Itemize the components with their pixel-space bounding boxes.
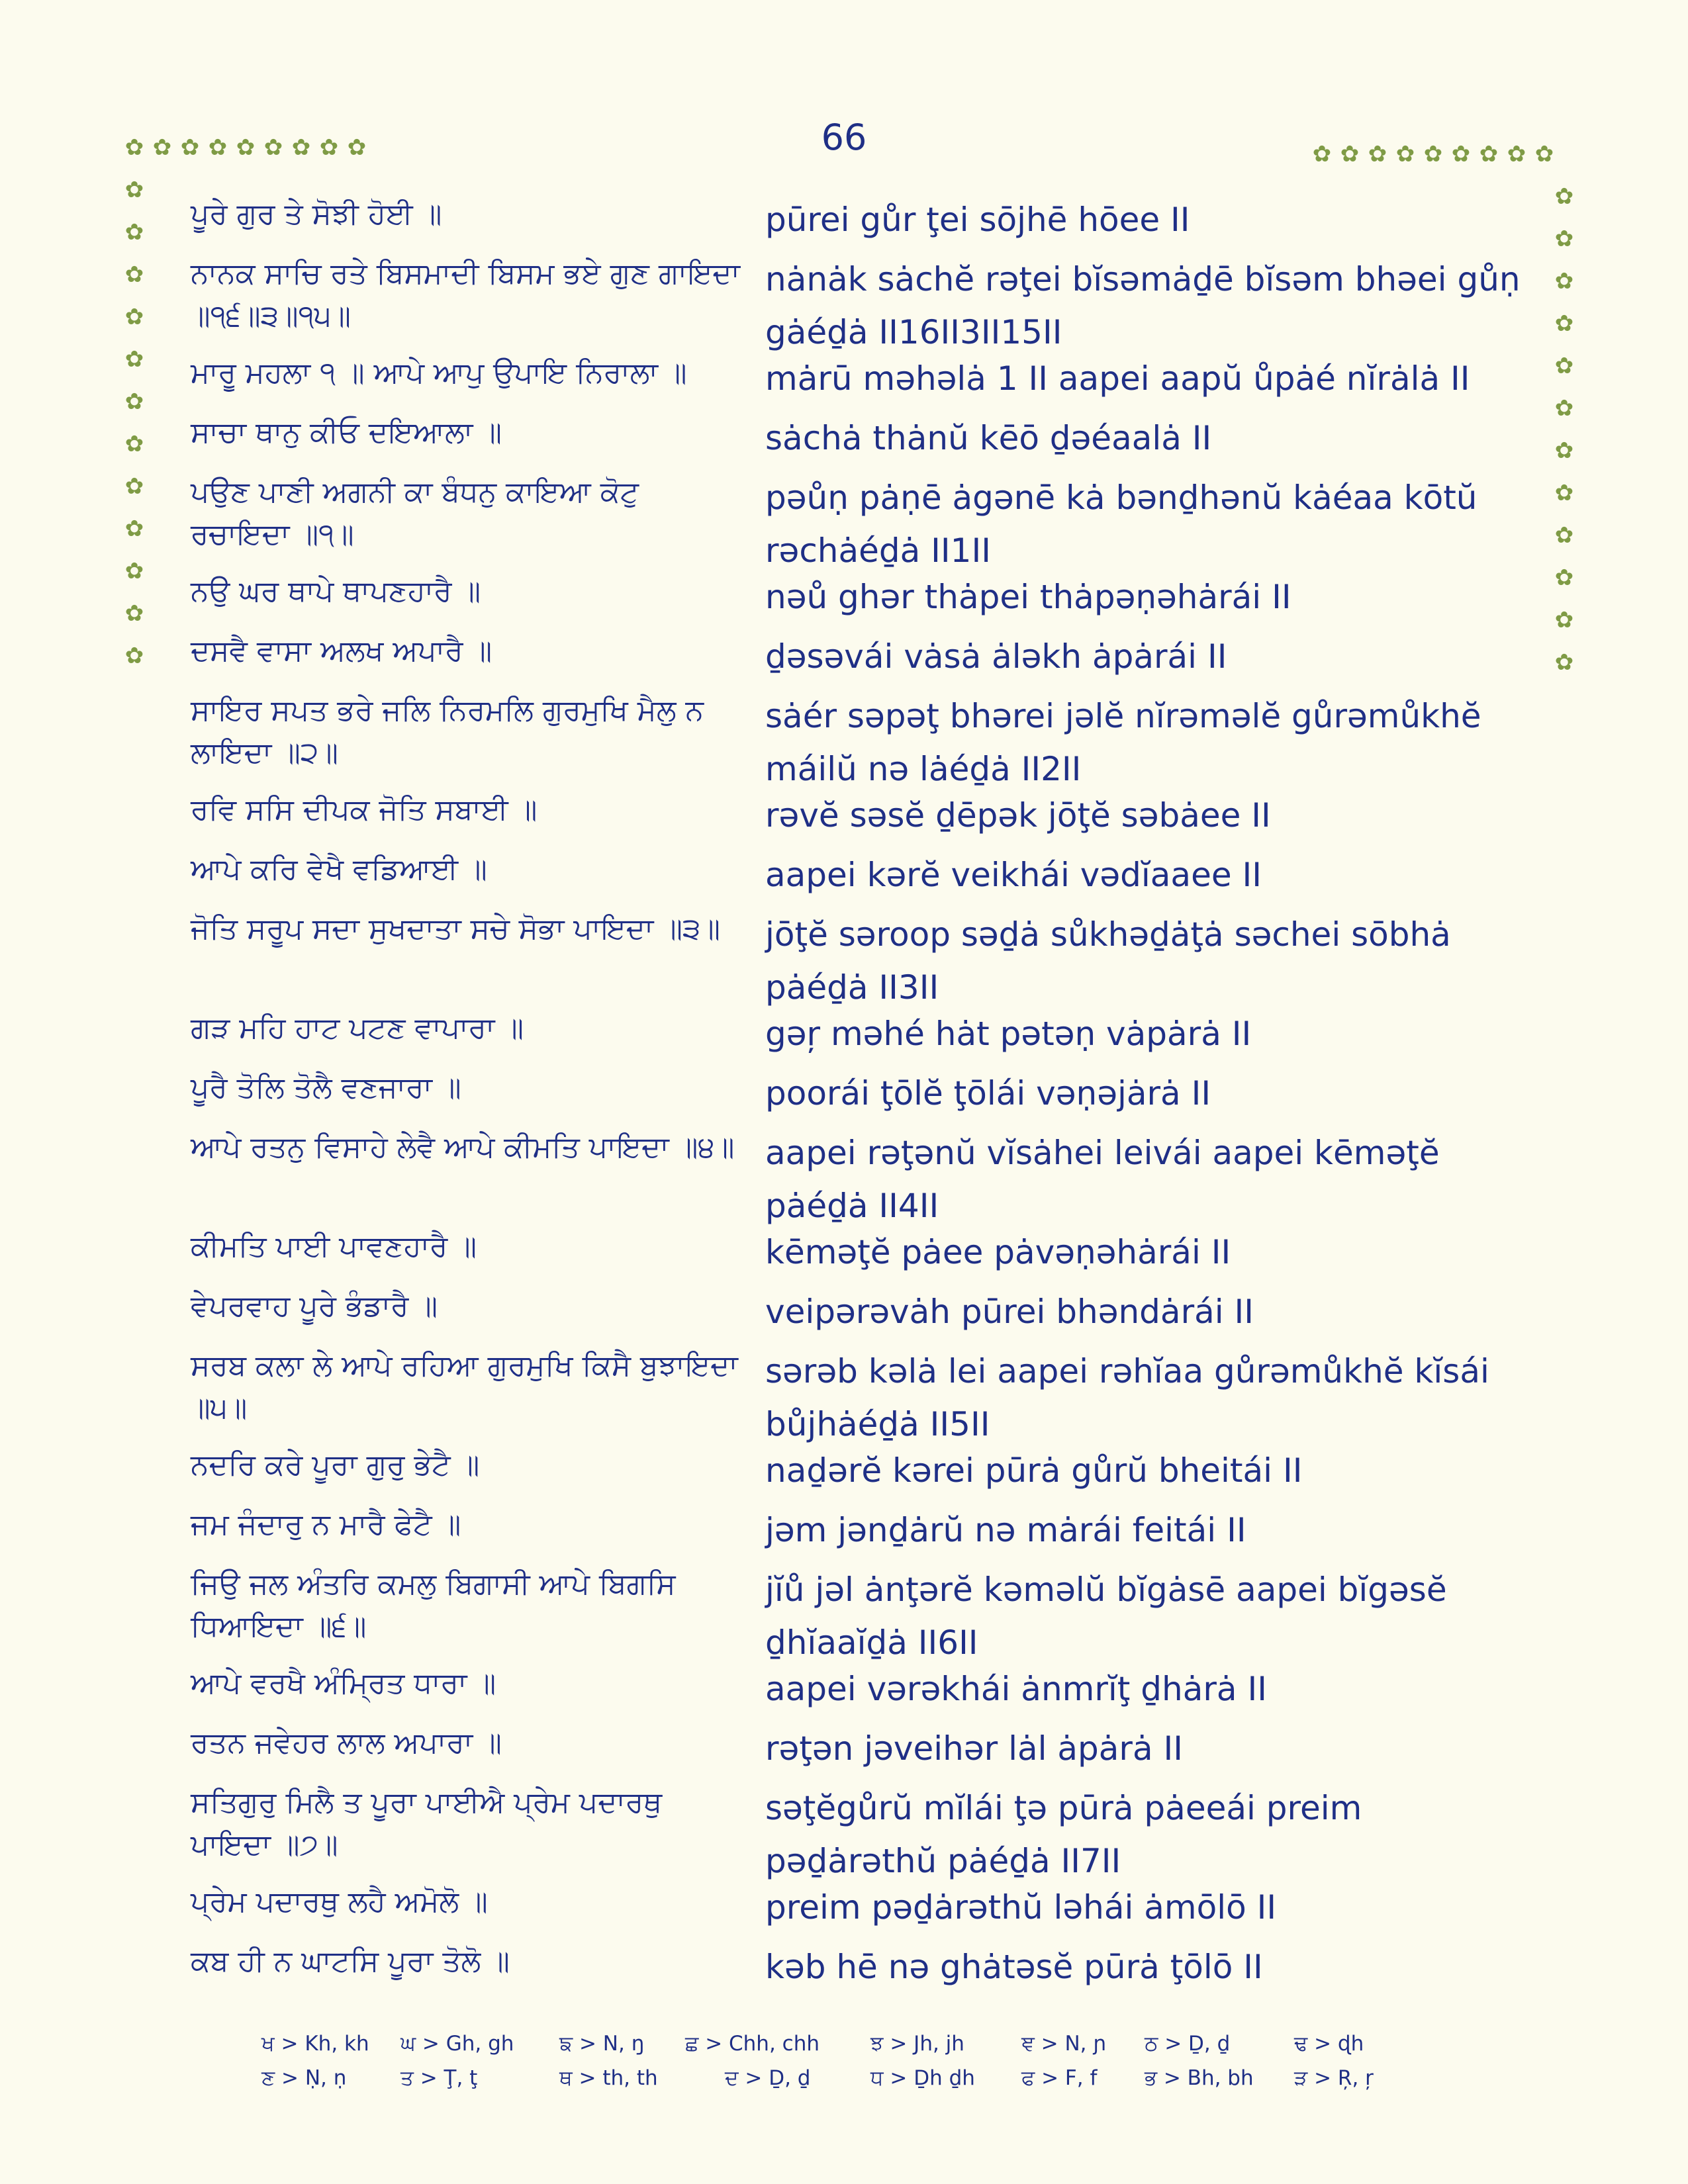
transliteration-line: pəůṇ pȧṇē ȧgənē kȧ bənḏhənŭ kȧéaa kōtŭ rəchȧéḏȧ II1II [765,478,1488,570]
transliteration-line: mȧrū məhəlȧ 1 II aapei aapŭ ůpȧé nĭrȧlȧ II [765,359,1470,398]
legend-item: ਙ > N, ŋ [559,2032,645,2056]
gurmukhi-line: ਆਪੇ ਰਤਨੁ ਵਿਸਾਹੇ ਲੇਵੈ ਆਪੇ ਕੀਮਤਿ ਪਾਇਦਾ ॥੪॥ [191,1130,735,1164]
legend-item: ਧ > Ḏh ḏh [870,2066,975,2090]
transliteration-line: naḏərĕ kərei pūrȧ gůrŭ bheitái II [765,1451,1303,1490]
flower-ornament-icon: ✿ [263,134,283,161]
legend-item: ੜ > Ŗ, ŗ [1294,2066,1374,2090]
gurmukhi-line: ਪੂਰੇ ਗੁਰ ਤੇ ਸੋਝੀ ਹੋਈ ॥ [191,197,442,231]
gurmukhi-line: ਰਵਿ ਸਸਿ ਦੀਪਕ ਜੋਤਿ ਸਬਾਈ ॥ [191,793,538,827]
flower-ornament-icon: ✿ [124,558,144,584]
transliteration-line: nəů ghər thȧpei thȧpəṇəhȧrái II [765,578,1291,616]
gurmukhi-line: ਪ੍ਰੇਮ ਪਦਾਰਥੁ ਲਹੈ ਅਮੋਲੋ ॥ [191,1885,488,1919]
gurmukhi-line: ਜਿਉ ਜਲ ਅੰਤਰਿ ਕਮਲੁ ਬਿਗਾਸੀ ਆਪੇ ਬਿਗਸਿ ਧਿਆਇਦਾ ॥੬॥ [191,1567,676,1643]
legend-row [261,2066,1519,2101]
legend-item: ਛ > Chh, chh [685,2032,820,2056]
flower-ornament-icon: ✿ [1423,141,1443,167]
transliteration-legend [261,2032,1519,2101]
gurmukhi-line: ਵੇਪਰਵਾਹ ਪੂਰੇ ਭੰਡਾਰੈ ॥ [191,1289,438,1323]
legend-item: ਥ > th, th [559,2066,658,2090]
flower-ornament-icon: ✿ [319,134,339,161]
flower-ornament-icon: ✿ [1479,141,1499,167]
flower-ornament-icon: ✿ [291,134,311,161]
flower-ornament-icon: ✿ [1554,522,1574,549]
legend-item: ਤ > Ţ, ţ [400,2066,478,2090]
transliteration-line: gəŗ məhé hȧt pətəṇ vȧpȧrȧ II [765,1015,1252,1053]
flower-ornament-icon: ✿ [124,516,144,542]
gurmukhi-line: ਸਰਬ ਕਲਾ ਲੇ ਆਪੇ ਰਹਿਆ ਗੁਰਮੁਖਿ ਕਿਸੈ ਬੁਝਾਇਦਾ ॥੫॥ [191,1349,738,1425]
flower-ornament-icon: ✿ [124,134,144,161]
gurmukhi-line: ਆਪੇ ਕਰਿ ਵੇਖੈ ਵਡਿਆਈ ॥ [191,852,487,886]
gurmukhi-line: ਨਾਨਕ ਸਾਚਿ ਰਤੇ ਬਿਸਮਾਦੀ ਬਿਸਮ ਭਏ ਗੁਣ ਗਾਇਦਾ ॥੧੬॥੩॥੧੫॥ [191,257,741,333]
legend-item: ਠ > Ḏ, ḏ [1145,2032,1231,2056]
flower-ornament-icon: ✿ [124,177,144,203]
flower-ornament-icon: ✿ [1554,437,1574,464]
transliteration-line: səţĕgůrŭ mĭlái ţə pūrȧ pȧeeái preim pəḏȧrəthŭ pȧéḏȧ II7II [765,1789,1373,1880]
flower-ornament-icon: ✿ [1554,310,1574,337]
transliteration-line: jōţĕ səroop səḏȧ sůkhəḏȧţȧ səchei sōbhȧ pȧéḏȧ II3II [765,915,1462,1007]
flower-ornament-icon: ✿ [1451,141,1471,167]
transliteration-line: aapei vərəkhái ȧnmrĭţ ḏhȧrȧ II [765,1670,1267,1708]
flower-ornament-icon: ✿ [1312,141,1332,167]
flower-ornament-icon: ✿ [347,134,367,161]
gurmukhi-line: ਪਉਣ ਪਾਣੀ ਅਗਨੀ ਕਾ ਬੰਧਨੁ ਕਾਇਆ ਕੋਟੁ ਰਚਾਇਦਾ ॥੧॥ [191,475,639,551]
gurmukhi-line: ਨਦਰਿ ਕਰੇ ਪੂਰਾ ਗੁਰੁ ਭੇਟੈ ॥ [191,1448,480,1482]
transliteration-line: nȧnȧk sȧchĕ rəţei bĭsəmȧḏē bĭsəm bhəei gůṇ gȧéḏȧ II16II3II15II [765,260,1531,351]
transliteration-line: ḏəsəvái vȧsȧ ȧləkh ȧpȧrái II [765,637,1227,676]
gurmukhi-line: ਕੀਮਤਿ ਪਾਈ ਪਾਵਣਹਾਰੈ ॥ [191,1230,477,1263]
transliteration-line: poorái ţōlĕ ţōlái vəṇəjȧrȧ II [765,1074,1211,1113]
gurmukhi-line: ਕਬ ਹੀ ਨ ਘਾਟਸਿ ਪੂਰਾ ਤੋਲੋ ॥ [191,1944,510,1978]
transliteration-line: veipərəvȧh pūrei bhəndȧrái II [765,1293,1254,1331]
flower-ornament-icon: ✿ [208,134,228,161]
flower-ornament-icon: ✿ [1554,480,1574,506]
legend-item: ਭ > Bh, bh [1145,2066,1254,2090]
transliteration-line: jəm jənḏȧrŭ nə mȧrái feitái II [765,1511,1246,1549]
flower-ornament-icon: ✿ [1554,268,1574,295]
transliteration-line: kēməţĕ pȧee pȧvəṇəhȧrái II [765,1233,1231,1271]
flower-ornament-icon: ✿ [1507,141,1526,167]
flower-ornament-icon: ✿ [124,473,144,500]
transliteration-line: pūrei gůr ţei sōjhē hōee II [765,201,1190,239]
flower-ornament-icon: ✿ [1554,565,1574,591]
flower-ornament-icon: ✿ [124,219,144,246]
gurmukhi-line: ਸਤਿਗੁਰੁ ਮਿਲੈ ਤ ਪੂਰਾ ਪਾਈਐ ਪ੍ਰੇਮ ਪਦਾਰਥੁ ਪਾਇਦਾ ॥੭॥ [191,1786,663,1862]
flower-ornament-icon: ✿ [124,643,144,669]
legend-item: ਫ > F, f [1021,2066,1098,2090]
page-number: 66 [821,116,867,158]
flower-ornament-icon: ✿ [1368,141,1387,167]
flower-ornament-icon: ✿ [124,431,144,457]
transliteration-line: sərəb kəlȧ lei aapei rəhĭaa gůrəmůkhĕ kĭsái bůjhȧéḏȧ II5II [765,1352,1500,1443]
transliteration-line: rəţən jəveihər lȧl ȧpȧrȧ II [765,1729,1183,1768]
flower-ornament-icon: ✿ [1554,183,1574,210]
transliteration-line: kəb hē nə ghȧtəsĕ pūrȧ ţōlō II [765,1948,1263,1986]
gurmukhi-line: ਨਉ ਘਰ ਥਾਪੇ ਥਾਪਣਹਾਰੈ ॥ [191,574,481,608]
transliteration-line: jĭů jəl ȧnţərĕ kəməlŭ bĭgȧsē aapei bĭgəsĕ ḏhĭaaĭḏȧ II6II [765,1570,1458,1662]
legend-row [261,2032,1519,2066]
gurmukhi-line: ਪੂਰੈ ਤੋਲਿ ਤੋਲੈ ਵਣਜਾਰਾ ॥ [191,1071,461,1105]
flower-ornament-icon: ✿ [236,134,256,161]
flower-ornament-icon: ✿ [1554,607,1574,633]
legend-item: ਝ > Jh, jh [870,2032,964,2056]
gurmukhi-line: ਸਾਚਾ ਥਾਨੁ ਕੀਓ ਦਇਆਲਾ ॥ [191,416,502,449]
gurmukhi-line: ਆਪੇ ਵਰਖੈ ਅੰਮ੍ਰਿਤ ਧਾਰਾ ॥ [191,1666,496,1700]
gurmukhi-line: ਗੜ ਮਹਿ ਹਾਟ ਪਟਣ ਵਾਪਾਰਾ ॥ [191,1011,524,1045]
flower-ornament-icon: ✿ [1395,141,1415,167]
transliteration-line: aapei kərĕ veikhái vədĭaaee II [765,856,1262,894]
flower-ornament-icon: ✿ [1554,649,1574,676]
flower-ornament-icon: ✿ [1534,141,1554,167]
flower-ornament-icon: ✿ [1554,226,1574,252]
transliteration-line: aapei rəţənŭ vĭsȧhei leivái aapei kēməţĕ pȧéḏȧ II4II [765,1134,1450,1225]
legend-item: ਢ > ɖh [1294,2032,1364,2056]
legend-item: ਖ > Kh, kh [261,2032,369,2056]
flower-ornament-icon: ✿ [1340,141,1360,167]
transliteration-line: preim pəḏȧrəthŭ ləhái ȧmōlō II [765,1888,1277,1927]
flower-ornament-icon: ✿ [180,134,200,161]
gurmukhi-line: ਸਾਇਰ ਸਪਤ ਭਰੇ ਜਲਿ ਨਿਰਮਲਿ ਗੁਰਮੁਖਿ ਮੈਲੁ ਨ ਲਾਇਦਾ ॥੨॥ [191,694,704,770]
legend-item: ਦ > Ḏ, ḏ [725,2066,811,2090]
flower-ornament-icon: ✿ [124,346,144,373]
gurmukhi-line: ਜਮ ਜੰਦਾਰੁ ਨ ਮਾਰੈ ਫੇਟੈ ॥ [191,1508,461,1541]
legend-item: ਣ > Ṇ, ṇ [261,2066,347,2090]
flower-ornament-icon: ✿ [1554,353,1574,379]
flower-ornament-icon: ✿ [124,600,144,627]
gurmukhi-line: ਦਸਵੈ ਵਾਸਾ ਅਲਖ ਅਪਾਰੈ ॥ [191,634,492,668]
flower-ornament-icon: ✿ [124,388,144,415]
gurmukhi-line: ਰਤਨ ਜਵੇਹਰ ਲਾਲ ਅਪਾਰਾ ॥ [191,1726,502,1760]
gurmukhi-line: ਮਾਰੂ ਮਹਲਾ ੧ ॥ ਆਪੇ ਆਪੁ ਉਪਾਇ ਨਿਰਾਲਾ ॥ [191,356,687,390]
legend-item: ਘ > Gh, gh [400,2032,514,2056]
transliteration-line: rəvĕ səsĕ ḏēpək jōţĕ səbȧee II [765,796,1271,835]
transliteration-line: sȧchȧ thȧnŭ kēō ḏəéaalȧ II [765,419,1212,457]
gurmukhi-line: ਜੋਤਿ ਸਰੂਪ ਸਦਾ ਸੁਖਦਾਤਾ ਸਚੇ ਸੋਭਾ ਪਾਇਦਾ ॥੩॥ [191,912,721,946]
legend-item: ਞ > N, ɲ [1021,2032,1107,2056]
flower-ornament-icon: ✿ [1554,395,1574,422]
flower-ornament-icon: ✿ [124,304,144,330]
flower-ornament-icon: ✿ [124,261,144,288]
flower-ornament-icon: ✿ [152,134,172,161]
transliteration-line: sȧér səpəţ bhərei jəlĕ nĭrəməlĕ gůrəmůkhĕ máilŭ nə lȧéḏȧ II2II [765,697,1492,788]
